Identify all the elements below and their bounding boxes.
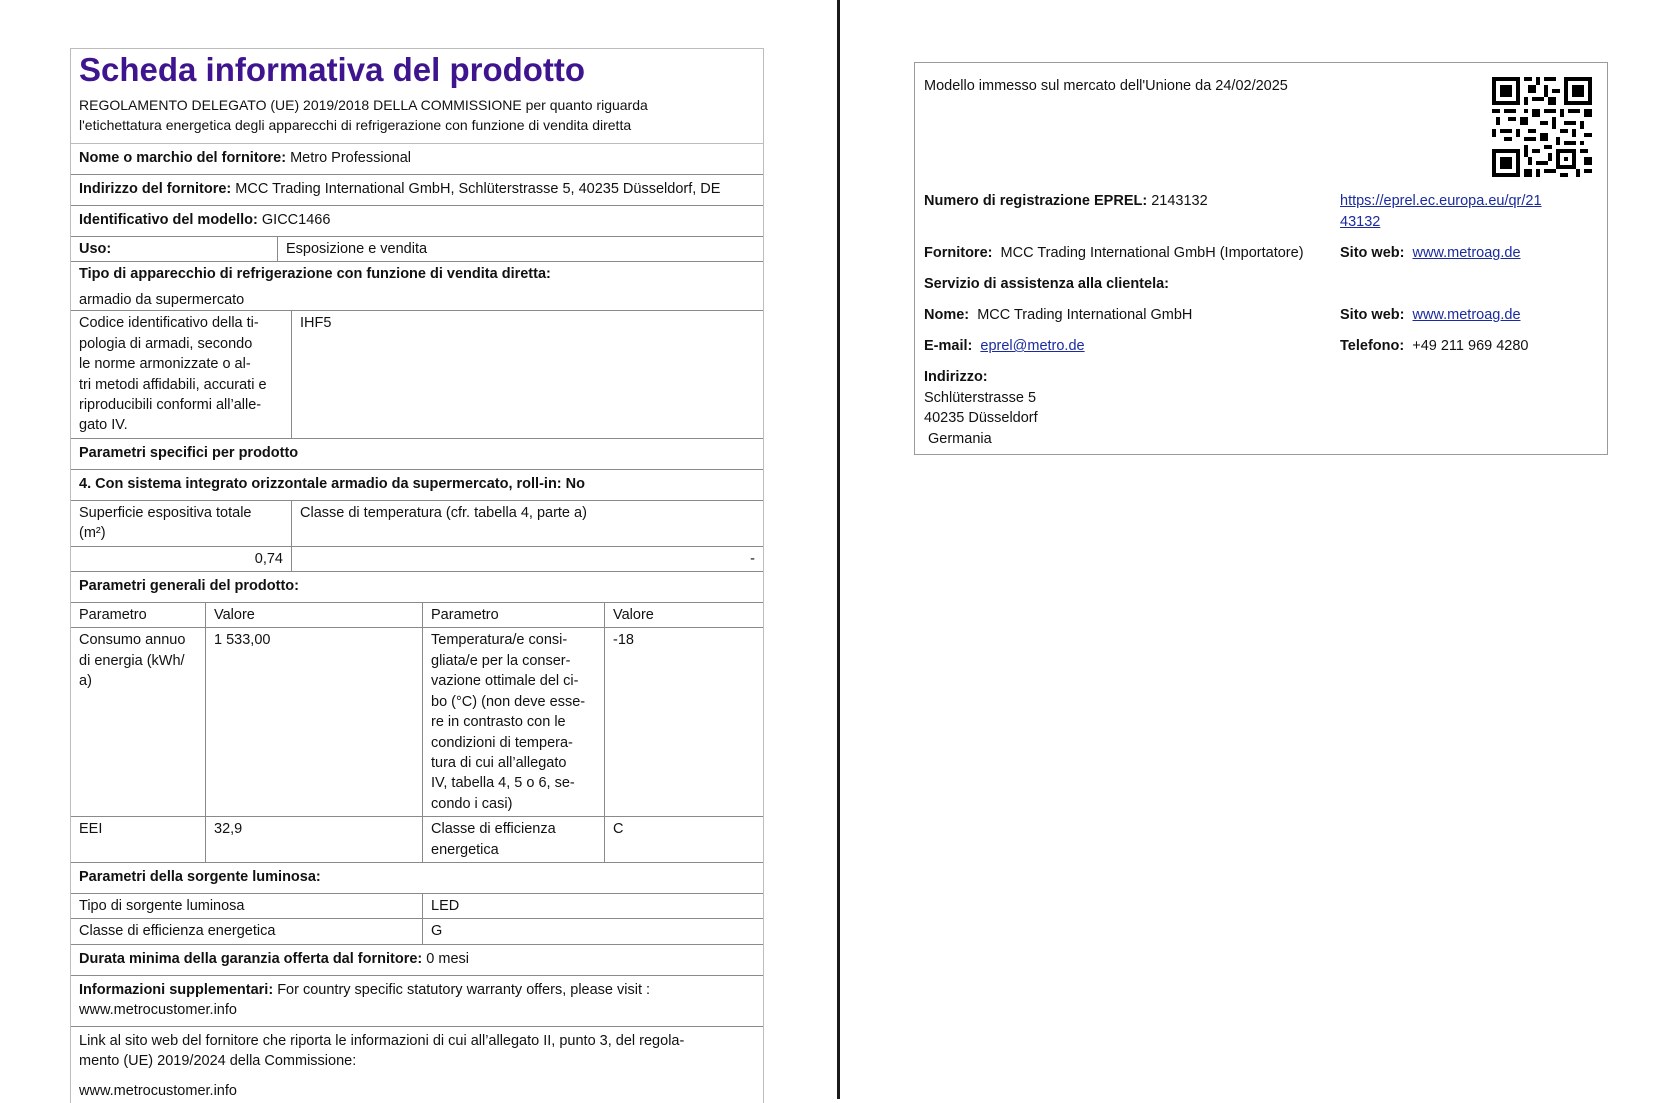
table-header-parameter-2: Parametro (422, 603, 604, 627)
cabinet-code-label: Codice identificativo della ti- pologia di armadi, secondo le norme armonizzate o al- tri metodi affidabili, accurati e riproducibili conformi all’alle- gato IV. (79, 315, 267, 434)
customer-service-heading: Servizio di assistenza alla clientela: (924, 276, 1169, 292)
use-value: Esposizione e vendita (277, 237, 763, 261)
temperature-class-value: - (291, 547, 763, 571)
supplementary-info-site: www.metrocustomer.info (79, 1001, 237, 1018)
phone-label: Telefono: (1340, 338, 1405, 354)
use-label: Uso: (79, 241, 112, 257)
eprel-link[interactable]: https://eprel.ec.europa.eu/qr/21 43132 (1340, 193, 1542, 230)
supplementary-info-row (71, 976, 763, 1027)
website2-label: Sito web: (1340, 307, 1405, 323)
address-label: Indirizzo: (924, 369, 988, 385)
page-title: Scheda informativa del prodotto (79, 51, 586, 88)
appliance-type-label: Tipo di apparecchio di refrigerazione con funzione di vendita diretta: (79, 266, 551, 283)
display-area-value-row (71, 547, 763, 572)
light-type-row (71, 894, 763, 919)
energy-consumption-label: Consumo annuo di energia (kWh/ a) (79, 632, 186, 690)
name-value: MCC Trading International GmbH (977, 307, 1193, 323)
model-row (71, 206, 763, 237)
general-params-header-row (71, 603, 763, 628)
light-type-value: LED (422, 894, 763, 918)
service-address (924, 367, 1038, 449)
cabinet-code-row (71, 311, 763, 438)
temperature-class-label: Classe di temperatura (cfr. tabella 4, parte a) (291, 501, 763, 546)
warranty-value: 0 mesi (426, 950, 469, 967)
sheet-header (71, 49, 763, 144)
table-header-value: Valore (205, 603, 422, 627)
eprel-info-card (914, 62, 1608, 455)
supplementary-info-label: Informazioni supplementari: (79, 981, 274, 998)
cabinet-code-value: IHF5 (291, 311, 763, 437)
appliance-type-row (71, 262, 763, 311)
email-link[interactable]: eprel@metro.de (980, 338, 1085, 354)
appliance-type-value: armadio da supermercato (79, 292, 245, 309)
service-name (924, 305, 1192, 326)
email-label: E-mail: (924, 338, 973, 354)
supplier-label: Fornitore: (924, 245, 993, 261)
page-divider (837, 0, 840, 1099)
warranty-label: Durata minima della garanzia offerta dal fornitore: (79, 950, 423, 967)
light-class-row (71, 919, 763, 944)
supplier-website-text: Link al sito web del fornitore che riporta le informazioni di cui all’allegato II, punto 3, del regola- mento (UE) 2019/2024 della Commissione: (79, 1032, 685, 1069)
market-date-text: Modello immesso sul mercato dell'Unione da 24/02/2025 (924, 78, 1288, 94)
supplier-name-row (71, 144, 763, 175)
efficiency-class-label: Classe di efficienza energetica (422, 817, 604, 862)
energy-row (71, 628, 763, 817)
warranty-row (71, 945, 763, 976)
service-website (1340, 305, 1521, 326)
display-area-header-row (71, 501, 763, 547)
eei-row (71, 817, 763, 863)
supplier-address-row (71, 175, 763, 206)
eprel-label: Numero di registrazione EPREL: (924, 193, 1148, 209)
specific-params-heading: Parametri specifici per prodotto (71, 439, 763, 470)
supplier-website (1340, 243, 1521, 264)
website-label: Sito web: (1340, 245, 1405, 261)
address-line-3: Germania (928, 430, 992, 447)
light-type-label: Tipo di sorgente luminosa (79, 897, 245, 914)
qr-code-icon[interactable] (1492, 77, 1592, 177)
roll-in-heading: 4. Con sistema integrato orizzontale armadio da supermercato, roll-in: No (71, 470, 763, 501)
eprel-number: 2143132 (1151, 193, 1208, 209)
eei-label: EEI (79, 821, 103, 838)
supplier-name-value: Metro Professional (290, 150, 411, 166)
product-information-sheet (70, 48, 764, 1103)
supplier-info (924, 243, 1304, 264)
supplier-value: MCC Trading International GmbH (Importatore) (1000, 245, 1304, 261)
service-phone (1340, 336, 1528, 357)
model-label: Identificativo del modello: (79, 212, 258, 228)
recommended-temperature-label: Temperatura/e consi- gliata/e per la conser- vazione ottimale del ci- bo (°C) (non deve esse- re in contrasto con le condizioni di tempera- tura di cui all’allegato IV, tabella 4, 5 o 6, se- condo i casi) (422, 628, 604, 816)
display-area-value: 0,74 (254, 550, 283, 567)
eei-value: 32,9 (205, 817, 422, 862)
light-source-heading: Parametri della sorgente luminosa: (71, 863, 763, 894)
website2-link[interactable]: www.metroag.de (1412, 307, 1521, 323)
light-class-value: G (422, 919, 763, 943)
recommended-temperature-value: -18 (604, 628, 763, 816)
website-link[interactable]: www.metroag.de (1412, 245, 1521, 261)
supplier-name-label: Nome o marchio del fornitore: (79, 150, 287, 166)
supplier-website-value: www.metrocustomer.info (79, 1082, 237, 1099)
address-line-1: Schlüterstrasse 5 (924, 389, 1037, 406)
supplier-address-label: Indirizzo del fornitore: (79, 181, 232, 197)
service-email (924, 336, 1085, 357)
supplier-website-row (71, 1027, 763, 1103)
name-label: Nome: (924, 307, 970, 323)
eprel-registration (924, 191, 1208, 212)
use-row (71, 237, 763, 262)
regulation-text: REGOLAMENTO DELEGATO (UE) 2019/2018 DELLA COMMISSIONE per quanto riguarda l'etichettatura energetica degli apparecchi di refrigerazione con funzione di vendita diretta (79, 97, 648, 133)
table-header-value-2: Valore (604, 603, 763, 627)
display-area-label: Superficie espositiva totale (m²) (79, 504, 252, 542)
supplementary-info-value: For country specific statutory warranty offers, please visit : (277, 981, 651, 998)
energy-consumption-value: 1 533,00 (205, 628, 422, 816)
table-header-parameter: Parametro (79, 607, 147, 624)
model-value: GICC1466 (261, 212, 331, 228)
address-line-2: 40235 Düsseldorf (924, 410, 1038, 426)
phone-value: +49 211 969 4280 (1412, 338, 1529, 354)
light-class-label: Classe di efficienza energetica (79, 923, 276, 940)
supplier-address-value: MCC Trading International GmbH, Schlüterstrasse 5, 40235 Düsseldorf, DE (235, 181, 721, 197)
general-params-heading: Parametri generali del prodotto: (71, 572, 763, 603)
efficiency-class-value: C (604, 817, 763, 862)
